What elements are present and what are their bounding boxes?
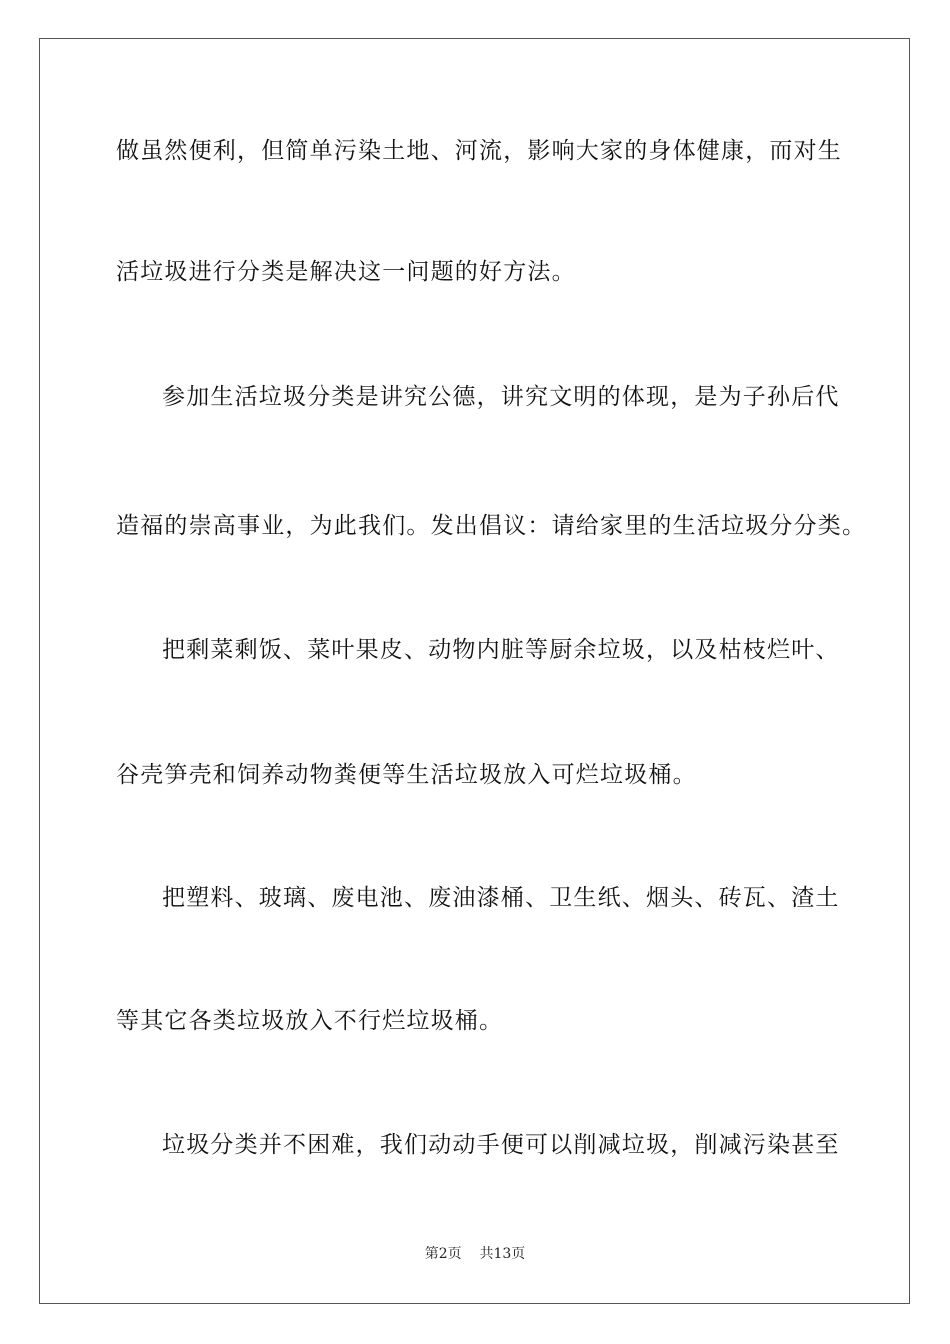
text-line: 活垃圾进行分类是解决这一问题的好方法。 [116,259,576,285]
page-number: 第2页 [424,1246,462,1262]
text-line: 造福的崇高事业，为此我们。发出倡议：请给家里的生活垃圾分分类。 [116,513,867,539]
page-total: 共13页 [479,1246,526,1262]
text-line: 做虽然便利，但简单污染土地、河流，影响大家的身体健康，而对生 [116,138,842,164]
text-line: 谷壳笋壳和饲养动物粪便等生活垃圾放入可烂垃圾桶。 [116,762,697,788]
paragraph-start: 把塑料、玻璃、废电池、废油漆桶、卫生纸、烟头、砖瓦、渣土 [162,885,840,911]
text-line: 等其它各类垃圾放入不行烂垃圾桶。 [116,1008,504,1034]
paragraph-start: 参加生活垃圾分类是讲究公德，讲究文明的体现，是为子孙后代 [162,384,840,410]
paragraph-start: 垃圾分类并不困难，我们动动手便可以削减垃圾，削减污染甚至 [162,1132,840,1158]
paragraph-start: 把剩菜剩饭、菜叶果皮、动物内脏等厨余垃圾，以及枯枝烂叶、 [162,637,840,663]
page-border [39,38,910,1304]
page-footer [0,1244,950,1264]
